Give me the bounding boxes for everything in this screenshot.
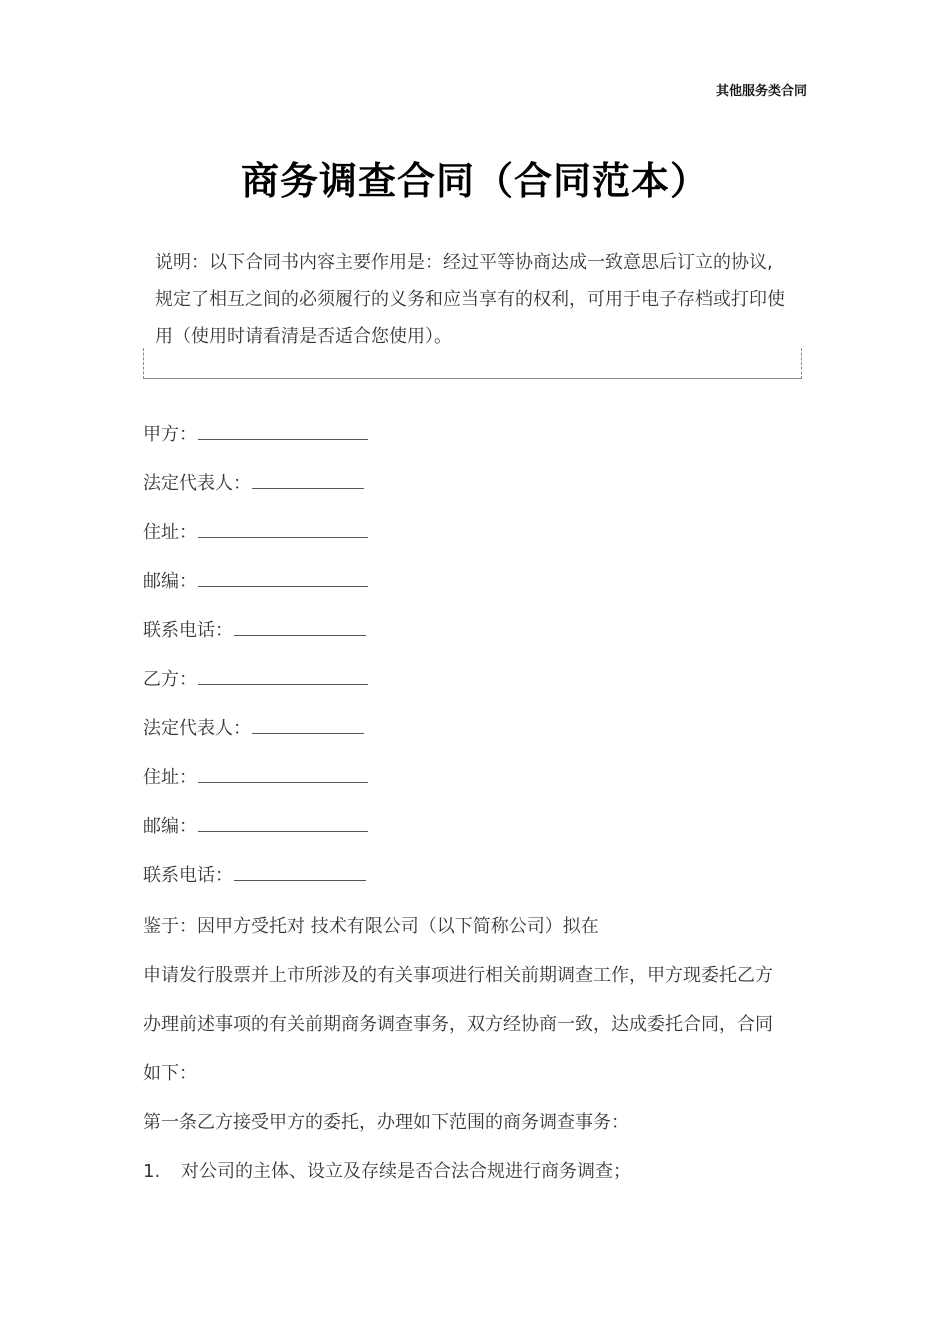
party-b-phone-label: 联系电话： bbox=[143, 865, 233, 886]
party-a-name-label: 甲方： bbox=[143, 424, 197, 445]
party-b-postcode-field bbox=[143, 812, 803, 861]
party-a-phone-label: 联系电话： bbox=[143, 620, 233, 641]
note-box bbox=[143, 244, 802, 379]
note-text: 说明：以下合同书内容主要作用是：经过平等协商达成一致意思后订立的协议,规定了相互之间的必须履行的义务和应当享有的权利，可用于电子存档或打印使用（使用时请看清是否适合您使用）。 bbox=[155, 252, 785, 347]
article-1-heading: 第一条乙方接受甲方的委托，办理如下范围的商务调查事务： bbox=[143, 1112, 629, 1133]
party-a-rep-blank bbox=[252, 469, 364, 489]
party-a-phone-blank bbox=[234, 616, 366, 636]
party-b-address-blank bbox=[198, 763, 368, 783]
recital-paragraph-3: 办理前述事项的有关前期商务调查事务，双方经协商一致，达成委托合同，合同 bbox=[143, 1014, 773, 1035]
party-b-postcode-blank bbox=[198, 812, 368, 832]
party-a-address-label: 住址： bbox=[143, 522, 197, 543]
contract-body bbox=[143, 908, 803, 1191]
party-a-address-field bbox=[143, 518, 803, 567]
document-category: 其他服务类合同 bbox=[715, 84, 807, 99]
party-a-postcode-label: 邮编： bbox=[143, 571, 197, 592]
party-b-phone-field bbox=[143, 861, 803, 910]
party-b-postcode-label: 邮编： bbox=[143, 816, 197, 837]
party-a-name-blank bbox=[198, 420, 368, 440]
party-b-phone-blank bbox=[234, 861, 366, 881]
party-b-name-field bbox=[143, 665, 803, 714]
party-b-rep-label: 法定代表人： bbox=[143, 718, 251, 739]
list-item-text: 对公司的主体、设立及存续是否合法合规进行商务调查； bbox=[181, 1161, 631, 1182]
note-border bbox=[143, 348, 802, 379]
list-item bbox=[143, 1153, 803, 1191]
party-a-postcode-field bbox=[143, 567, 803, 616]
party-b-name-blank bbox=[198, 665, 368, 685]
party-a-phone-field bbox=[143, 616, 803, 665]
list-item-number: 1. bbox=[143, 1161, 161, 1182]
party-a-address-blank bbox=[198, 518, 368, 538]
party-a-postcode-blank bbox=[198, 567, 368, 587]
party-a-rep-label: 法定代表人： bbox=[143, 473, 251, 494]
party-b-address-label: 住址： bbox=[143, 767, 197, 788]
party-b-name-label: 乙方： bbox=[143, 669, 197, 690]
party-b-address-field bbox=[143, 763, 803, 812]
party-a-rep-field bbox=[143, 469, 803, 518]
party-fields bbox=[143, 420, 803, 910]
party-a-name-field bbox=[143, 420, 803, 469]
recital-paragraph-2: 申请发行股票并上市所涉及的有关事项进行相关前期调查工作，甲方现委托乙方 bbox=[143, 965, 773, 986]
party-b-rep-field bbox=[143, 714, 803, 763]
party-b-rep-blank bbox=[252, 714, 364, 734]
recital-paragraph-1: 鉴于：因甲方受托对 技术有限公司（以下简称公司）拟在 bbox=[143, 916, 599, 937]
recital-paragraph-4: 如下： bbox=[143, 1063, 197, 1084]
document-title: 商务调查合同（合同范本） bbox=[240, 159, 709, 203]
